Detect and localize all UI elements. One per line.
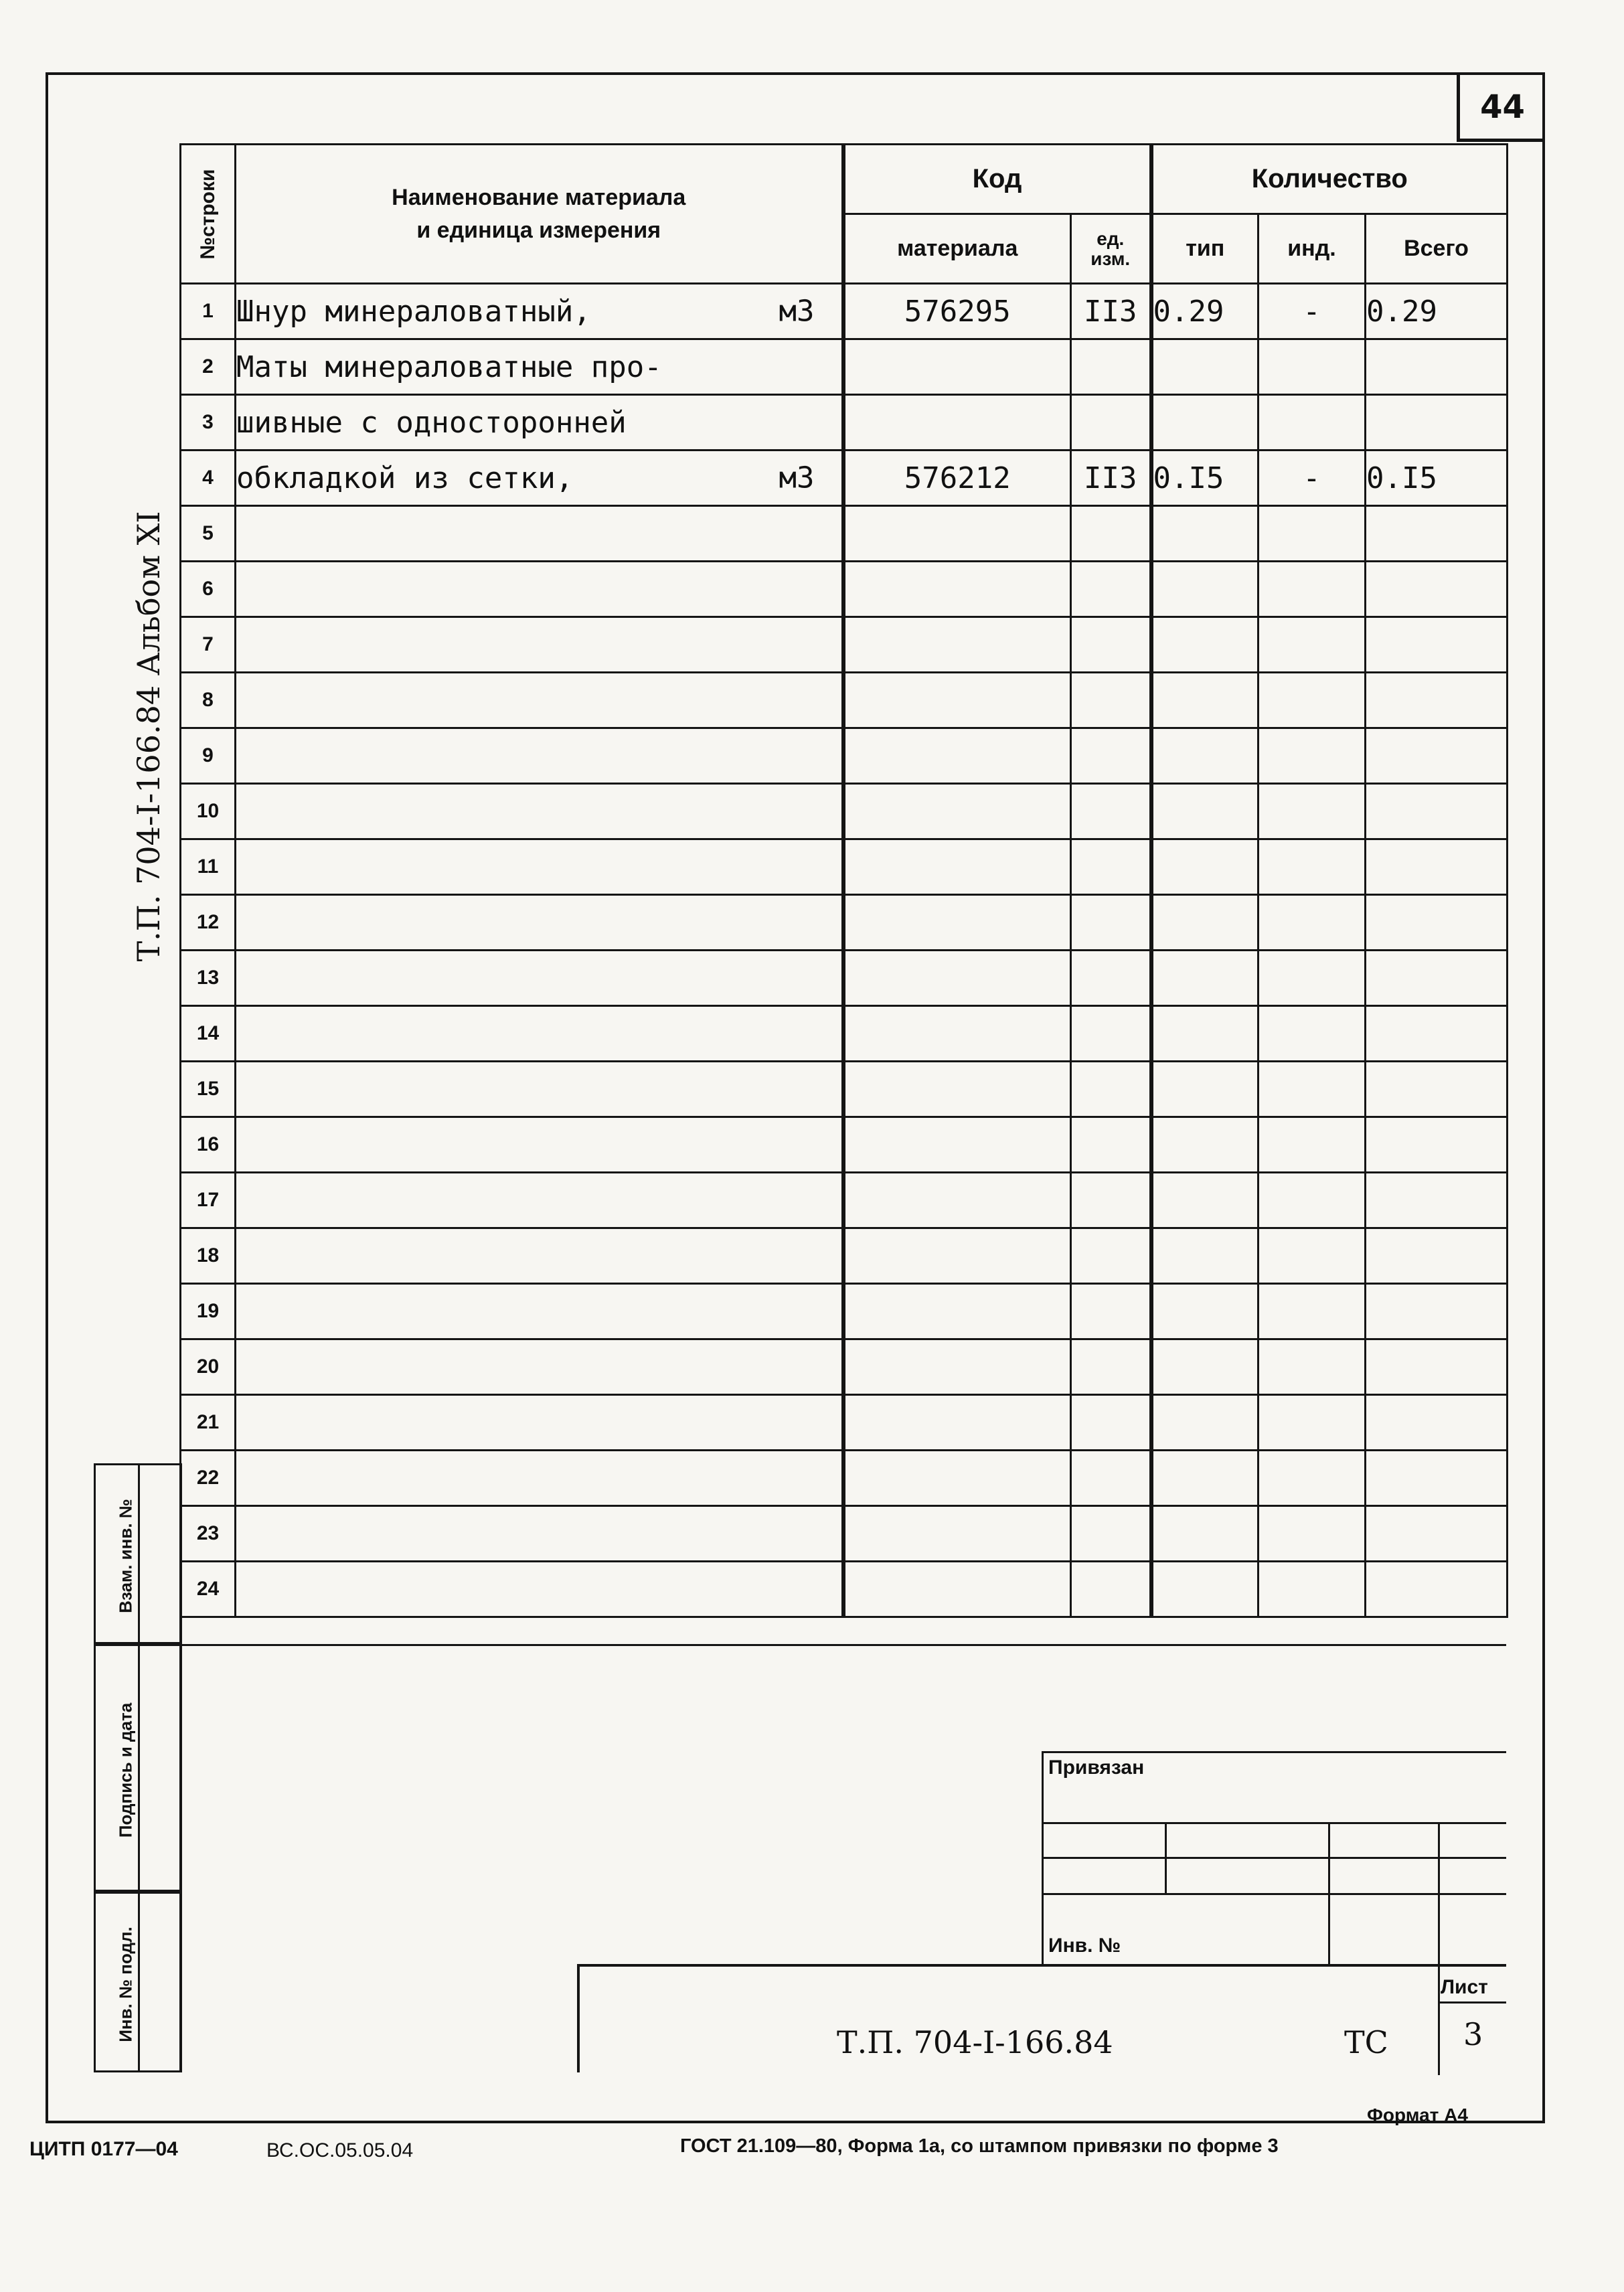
table-row bbox=[181, 784, 1508, 839]
table-row bbox=[181, 673, 1508, 728]
quantity-group-header: Количество bbox=[1151, 145, 1508, 214]
table-row bbox=[181, 1506, 1508, 1562]
ind-qty-cell bbox=[1258, 562, 1366, 617]
material-code-cell bbox=[843, 784, 1071, 839]
total-qty-cell bbox=[1366, 1173, 1508, 1228]
material-name-text: Шнур минераловатный, bbox=[236, 294, 591, 329]
total-qty-cell: 0.I5 bbox=[1366, 451, 1508, 506]
ind-qty-cell bbox=[1258, 506, 1366, 562]
material-code-cell bbox=[843, 951, 1071, 1006]
unit-code-cell bbox=[1071, 395, 1151, 451]
ind-qty-cell bbox=[1258, 1173, 1366, 1228]
material-code-cell bbox=[843, 895, 1071, 951]
inv-no-label: Инв. № bbox=[1048, 1935, 1121, 1957]
material-code-cell bbox=[843, 1506, 1071, 1562]
material-code-header: материала bbox=[843, 214, 1071, 284]
ind-qty-cell bbox=[1258, 1117, 1366, 1173]
material-name-cell bbox=[236, 284, 843, 339]
material-unit-text: м3 bbox=[779, 461, 815, 495]
table-row bbox=[181, 1228, 1508, 1284]
material-name-cell bbox=[236, 839, 843, 895]
side-label-signature-date: Подпись и дата bbox=[115, 1702, 136, 1838]
unit-code-cell bbox=[1071, 506, 1151, 562]
table-row bbox=[181, 395, 1508, 451]
table-row bbox=[181, 1395, 1508, 1451]
row-number-cell: 13 bbox=[181, 951, 236, 1006]
row-number-cell: 7 bbox=[181, 617, 236, 673]
type-qty-cell bbox=[1151, 1006, 1258, 1062]
tie-stamp-line-3 bbox=[1042, 1893, 1506, 1895]
material-code-cell bbox=[843, 1284, 1071, 1339]
total-qty-cell bbox=[1366, 339, 1508, 395]
type-qty-cell bbox=[1151, 951, 1258, 1006]
sheet-number: 3 bbox=[1463, 2016, 1483, 2052]
ind-qty-cell: - bbox=[1258, 451, 1366, 506]
total-qty-cell bbox=[1366, 617, 1508, 673]
unit-code-cell bbox=[1071, 951, 1151, 1006]
row-number-cell: 24 bbox=[181, 1562, 236, 1617]
ind-qty-cell bbox=[1258, 1062, 1366, 1117]
row-number-cell: 11 bbox=[181, 839, 236, 895]
side-cell-replace-inv bbox=[94, 1463, 179, 1644]
unit-code-cell bbox=[1071, 895, 1151, 951]
type-qty-cell bbox=[1151, 1062, 1258, 1117]
ind-qty-cell bbox=[1258, 617, 1366, 673]
total-qty-cell bbox=[1366, 839, 1508, 895]
row-number-cell: 12 bbox=[181, 895, 236, 951]
ind-qty-cell bbox=[1258, 728, 1366, 784]
table-row bbox=[181, 839, 1508, 895]
table-row bbox=[181, 728, 1508, 784]
material-name-cell bbox=[236, 1284, 843, 1339]
total-qty-cell bbox=[1366, 395, 1508, 451]
side-cell-signature bbox=[94, 1644, 179, 1892]
table-row bbox=[181, 617, 1508, 673]
material-name-text: Маты минераловатные про- bbox=[236, 349, 662, 384]
name-header bbox=[236, 145, 843, 284]
total-qty-cell bbox=[1366, 673, 1508, 728]
total-qty-cell bbox=[1366, 1284, 1508, 1339]
type-qty-cell bbox=[1151, 728, 1258, 784]
unit-code-cell bbox=[1071, 1451, 1151, 1506]
material-name-cell bbox=[236, 1451, 843, 1506]
type-qty-cell bbox=[1151, 617, 1258, 673]
tie-stamp-line-2 bbox=[1042, 1857, 1506, 1859]
type-qty-cell bbox=[1151, 895, 1258, 951]
type-qty-cell bbox=[1151, 395, 1258, 451]
material-name-cell bbox=[236, 1562, 843, 1617]
type-qty-cell bbox=[1151, 1562, 1258, 1617]
code-group-header: Код bbox=[843, 145, 1151, 214]
material-code-cell bbox=[843, 617, 1071, 673]
type-qty-cell bbox=[1151, 1117, 1258, 1173]
row-number-cell: 20 bbox=[181, 1339, 236, 1395]
row-number-cell: 21 bbox=[181, 1395, 236, 1451]
material-name-cell bbox=[236, 339, 843, 395]
material-name-cell bbox=[236, 951, 843, 1006]
total-qty-header: Всего bbox=[1366, 214, 1508, 284]
material-name-cell bbox=[236, 1228, 843, 1284]
total-qty-cell bbox=[1366, 562, 1508, 617]
type-qty-cell: 0.I5 bbox=[1151, 451, 1258, 506]
row-number-cell: 3 bbox=[181, 395, 236, 451]
row-number-cell: 1 bbox=[181, 284, 236, 339]
material-name-cell bbox=[236, 728, 843, 784]
material-code-cell bbox=[843, 1395, 1071, 1451]
material-name-cell bbox=[236, 1506, 843, 1562]
material-code-cell bbox=[843, 1451, 1071, 1506]
table-row bbox=[181, 1284, 1508, 1339]
unit-code-cell bbox=[1071, 839, 1151, 895]
unit-code-cell bbox=[1071, 1562, 1151, 1617]
material-code-cell bbox=[843, 562, 1071, 617]
tie-stamp-label: Привязан bbox=[1048, 1756, 1145, 1779]
table-row bbox=[181, 1006, 1508, 1062]
table-row bbox=[181, 895, 1508, 951]
material-name-cell bbox=[236, 1339, 843, 1395]
total-qty-cell bbox=[1366, 1062, 1508, 1117]
row-number-cell: 23 bbox=[181, 1506, 236, 1562]
unit-code-cell bbox=[1071, 1006, 1151, 1062]
row-number-cell: 15 bbox=[181, 1062, 236, 1117]
material-code-cell bbox=[843, 673, 1071, 728]
table-row bbox=[181, 284, 1508, 339]
unit-code-cell bbox=[1071, 728, 1151, 784]
row-number-cell: 2 bbox=[181, 339, 236, 395]
type-qty-cell bbox=[1151, 839, 1258, 895]
row-number-cell: 14 bbox=[181, 1006, 236, 1062]
unit-code-cell bbox=[1071, 1395, 1151, 1451]
material-code-cell bbox=[843, 339, 1071, 395]
ind-qty-header: инд. bbox=[1258, 214, 1366, 284]
unit-code-cell bbox=[1071, 617, 1151, 673]
table-row bbox=[181, 1562, 1508, 1617]
ind-qty-cell bbox=[1258, 673, 1366, 728]
table-row bbox=[181, 1339, 1508, 1395]
total-qty-cell bbox=[1366, 951, 1508, 1006]
unit-code-cell bbox=[1071, 562, 1151, 617]
type-qty-cell bbox=[1151, 673, 1258, 728]
material-code-cell bbox=[843, 395, 1071, 451]
ind-qty-cell bbox=[1258, 784, 1366, 839]
side-label-replace-inv: Взам. инв. № bbox=[115, 1499, 136, 1613]
tie-stamp-div-2 bbox=[1328, 1822, 1330, 1965]
type-qty-cell bbox=[1151, 339, 1258, 395]
stamp-top-line bbox=[179, 1644, 1506, 1646]
specification-table bbox=[179, 143, 1508, 1618]
unit-code-cell bbox=[1071, 1173, 1151, 1228]
footer-mid-code: ВС.ОС.05.05.04 bbox=[266, 2139, 414, 2161]
table-row bbox=[181, 339, 1508, 395]
row-number-cell: 17 bbox=[181, 1173, 236, 1228]
total-qty-cell bbox=[1366, 1451, 1508, 1506]
material-code-cell bbox=[843, 1228, 1071, 1284]
type-qty-cell bbox=[1151, 1395, 1258, 1451]
side-border bbox=[179, 1463, 182, 2072]
row-number-cell: 5 bbox=[181, 506, 236, 562]
footer-gost: ГОСТ 21.109—80, Форма 1а, со штампом привязки по форме 3 bbox=[680, 2135, 1279, 2157]
name-header-line2: и единица измерения bbox=[416, 217, 661, 243]
unit-code-cell bbox=[1071, 1284, 1151, 1339]
ind-qty-cell bbox=[1258, 1228, 1366, 1284]
unit-header-line1: ед. bbox=[1097, 228, 1125, 249]
unit-code-cell bbox=[1071, 673, 1151, 728]
material-code-cell bbox=[843, 1173, 1071, 1228]
table-row bbox=[181, 1117, 1508, 1173]
ind-qty-cell bbox=[1258, 1395, 1366, 1451]
total-qty-cell bbox=[1366, 1506, 1508, 1562]
table-row bbox=[181, 1062, 1508, 1117]
material-code-cell bbox=[843, 728, 1071, 784]
row-number-cell: 6 bbox=[181, 562, 236, 617]
table-row bbox=[181, 1173, 1508, 1228]
row-number-cell: 9 bbox=[181, 728, 236, 784]
side-cell-inv-orig bbox=[94, 1892, 179, 2072]
sheet-label-line bbox=[1438, 2001, 1506, 2003]
side-divider bbox=[138, 1463, 140, 2072]
material-name-cell bbox=[236, 617, 843, 673]
total-qty-cell bbox=[1366, 1228, 1508, 1284]
footer-left-code: ЦИТП 0177—04 bbox=[29, 2138, 178, 2160]
material-code-cell: 576212 bbox=[843, 451, 1071, 506]
type-qty-cell bbox=[1151, 506, 1258, 562]
unit-code-cell bbox=[1071, 1117, 1151, 1173]
row-number-cell: 4 bbox=[181, 451, 236, 506]
ind-qty-cell bbox=[1258, 1562, 1366, 1617]
row-number-cell: 10 bbox=[181, 784, 236, 839]
total-qty-cell bbox=[1366, 1562, 1508, 1617]
unit-code-cell bbox=[1071, 1339, 1151, 1395]
side-label-inv-orig: Инв. № подл. bbox=[115, 1927, 136, 2042]
type-qty-cell bbox=[1151, 562, 1258, 617]
material-name-cell bbox=[236, 451, 843, 506]
type-qty-cell bbox=[1151, 1173, 1258, 1228]
material-name-cell bbox=[236, 1062, 843, 1117]
material-name-cell bbox=[236, 673, 843, 728]
material-unit-text: м3 bbox=[779, 294, 815, 329]
material-name-cell bbox=[236, 1006, 843, 1062]
tie-stamp-div-1 bbox=[1165, 1822, 1167, 1893]
unit-code-cell bbox=[1071, 784, 1151, 839]
type-qty-cell bbox=[1151, 1228, 1258, 1284]
material-name-cell bbox=[236, 784, 843, 839]
ind-qty-cell bbox=[1258, 395, 1366, 451]
material-name-cell bbox=[236, 395, 843, 451]
table-row bbox=[181, 951, 1508, 1006]
material-code-cell bbox=[843, 506, 1071, 562]
row-number-cell: 22 bbox=[181, 1451, 236, 1506]
ind-qty-cell bbox=[1258, 839, 1366, 895]
total-qty-cell: 0.29 bbox=[1366, 284, 1508, 339]
type-qty-cell bbox=[1151, 1506, 1258, 1562]
unit-code-cell bbox=[1071, 339, 1151, 395]
material-name-cell bbox=[236, 1117, 843, 1173]
total-qty-cell bbox=[1366, 895, 1508, 951]
material-name-cell bbox=[236, 506, 843, 562]
unit-code-cell bbox=[1071, 1228, 1151, 1284]
material-name-cell bbox=[236, 562, 843, 617]
table-row bbox=[181, 451, 1508, 506]
page-number: 44 bbox=[1457, 75, 1545, 142]
doc-code: Т.П. 704-I-166.84 bbox=[837, 2024, 1113, 2060]
type-qty-header: тип bbox=[1151, 214, 1258, 284]
total-qty-cell bbox=[1366, 728, 1508, 784]
ind-qty-cell bbox=[1258, 895, 1366, 951]
unit-code-cell bbox=[1071, 1062, 1151, 1117]
ind-qty-cell: - bbox=[1258, 284, 1366, 339]
name-header-line1: Наименование материала bbox=[392, 184, 686, 210]
material-name-cell bbox=[236, 895, 843, 951]
material-code-cell: 576295 bbox=[843, 284, 1071, 339]
total-qty-cell bbox=[1366, 1339, 1508, 1395]
header-row-1 bbox=[181, 145, 1508, 214]
unit-code-header bbox=[1071, 214, 1151, 284]
row-number-cell: 19 bbox=[181, 1284, 236, 1339]
row-number-header: №строки bbox=[181, 145, 236, 284]
material-name-cell bbox=[236, 1395, 843, 1451]
total-qty-cell bbox=[1366, 1117, 1508, 1173]
material-code-cell bbox=[843, 1062, 1071, 1117]
total-qty-cell bbox=[1366, 784, 1508, 839]
ind-qty-cell bbox=[1258, 1284, 1366, 1339]
type-qty-cell bbox=[1151, 1339, 1258, 1395]
ind-qty-cell bbox=[1258, 1451, 1366, 1506]
table-row bbox=[181, 562, 1508, 617]
material-code-cell bbox=[843, 1339, 1071, 1395]
sheet-label: Лист bbox=[1441, 1976, 1488, 1998]
total-qty-cell bbox=[1366, 1395, 1508, 1451]
ind-qty-cell bbox=[1258, 1339, 1366, 1395]
type-qty-cell bbox=[1151, 1284, 1258, 1339]
row-number-cell: 18 bbox=[181, 1228, 236, 1284]
ind-qty-cell bbox=[1258, 1006, 1366, 1062]
material-code-cell bbox=[843, 839, 1071, 895]
row-number-cell: 16 bbox=[181, 1117, 236, 1173]
unit-code-cell: II3 bbox=[1071, 284, 1151, 339]
total-qty-cell bbox=[1366, 506, 1508, 562]
material-name-text: обкладкой из сетки, bbox=[236, 461, 574, 495]
row-number-cell: 8 bbox=[181, 673, 236, 728]
material-name-text: шивные с односторонней bbox=[236, 405, 627, 440]
material-code-cell bbox=[843, 1117, 1071, 1173]
album-label: Т.П. 704-I-166.84 Альбом XI bbox=[131, 511, 167, 962]
table-row bbox=[181, 506, 1508, 562]
unit-code-cell bbox=[1071, 1506, 1151, 1562]
ind-qty-cell bbox=[1258, 339, 1366, 395]
table-row bbox=[181, 1451, 1508, 1506]
unit-code-cell: II3 bbox=[1071, 451, 1151, 506]
type-qty-cell: 0.29 bbox=[1151, 284, 1258, 339]
unit-header-line2: изм. bbox=[1090, 248, 1131, 269]
total-qty-cell bbox=[1366, 1006, 1508, 1062]
material-name-cell bbox=[236, 1173, 843, 1228]
ind-qty-cell bbox=[1258, 951, 1366, 1006]
material-code-cell bbox=[843, 1562, 1071, 1617]
type-qty-cell bbox=[1151, 1451, 1258, 1506]
ind-qty-cell bbox=[1258, 1506, 1366, 1562]
type-qty-cell bbox=[1151, 784, 1258, 839]
doc-mark: ТС bbox=[1344, 2024, 1388, 2060]
tie-stamp-line-1 bbox=[1042, 1822, 1506, 1824]
material-code-cell bbox=[843, 1006, 1071, 1062]
format-label: Формат А4 bbox=[1367, 2105, 1468, 2125]
